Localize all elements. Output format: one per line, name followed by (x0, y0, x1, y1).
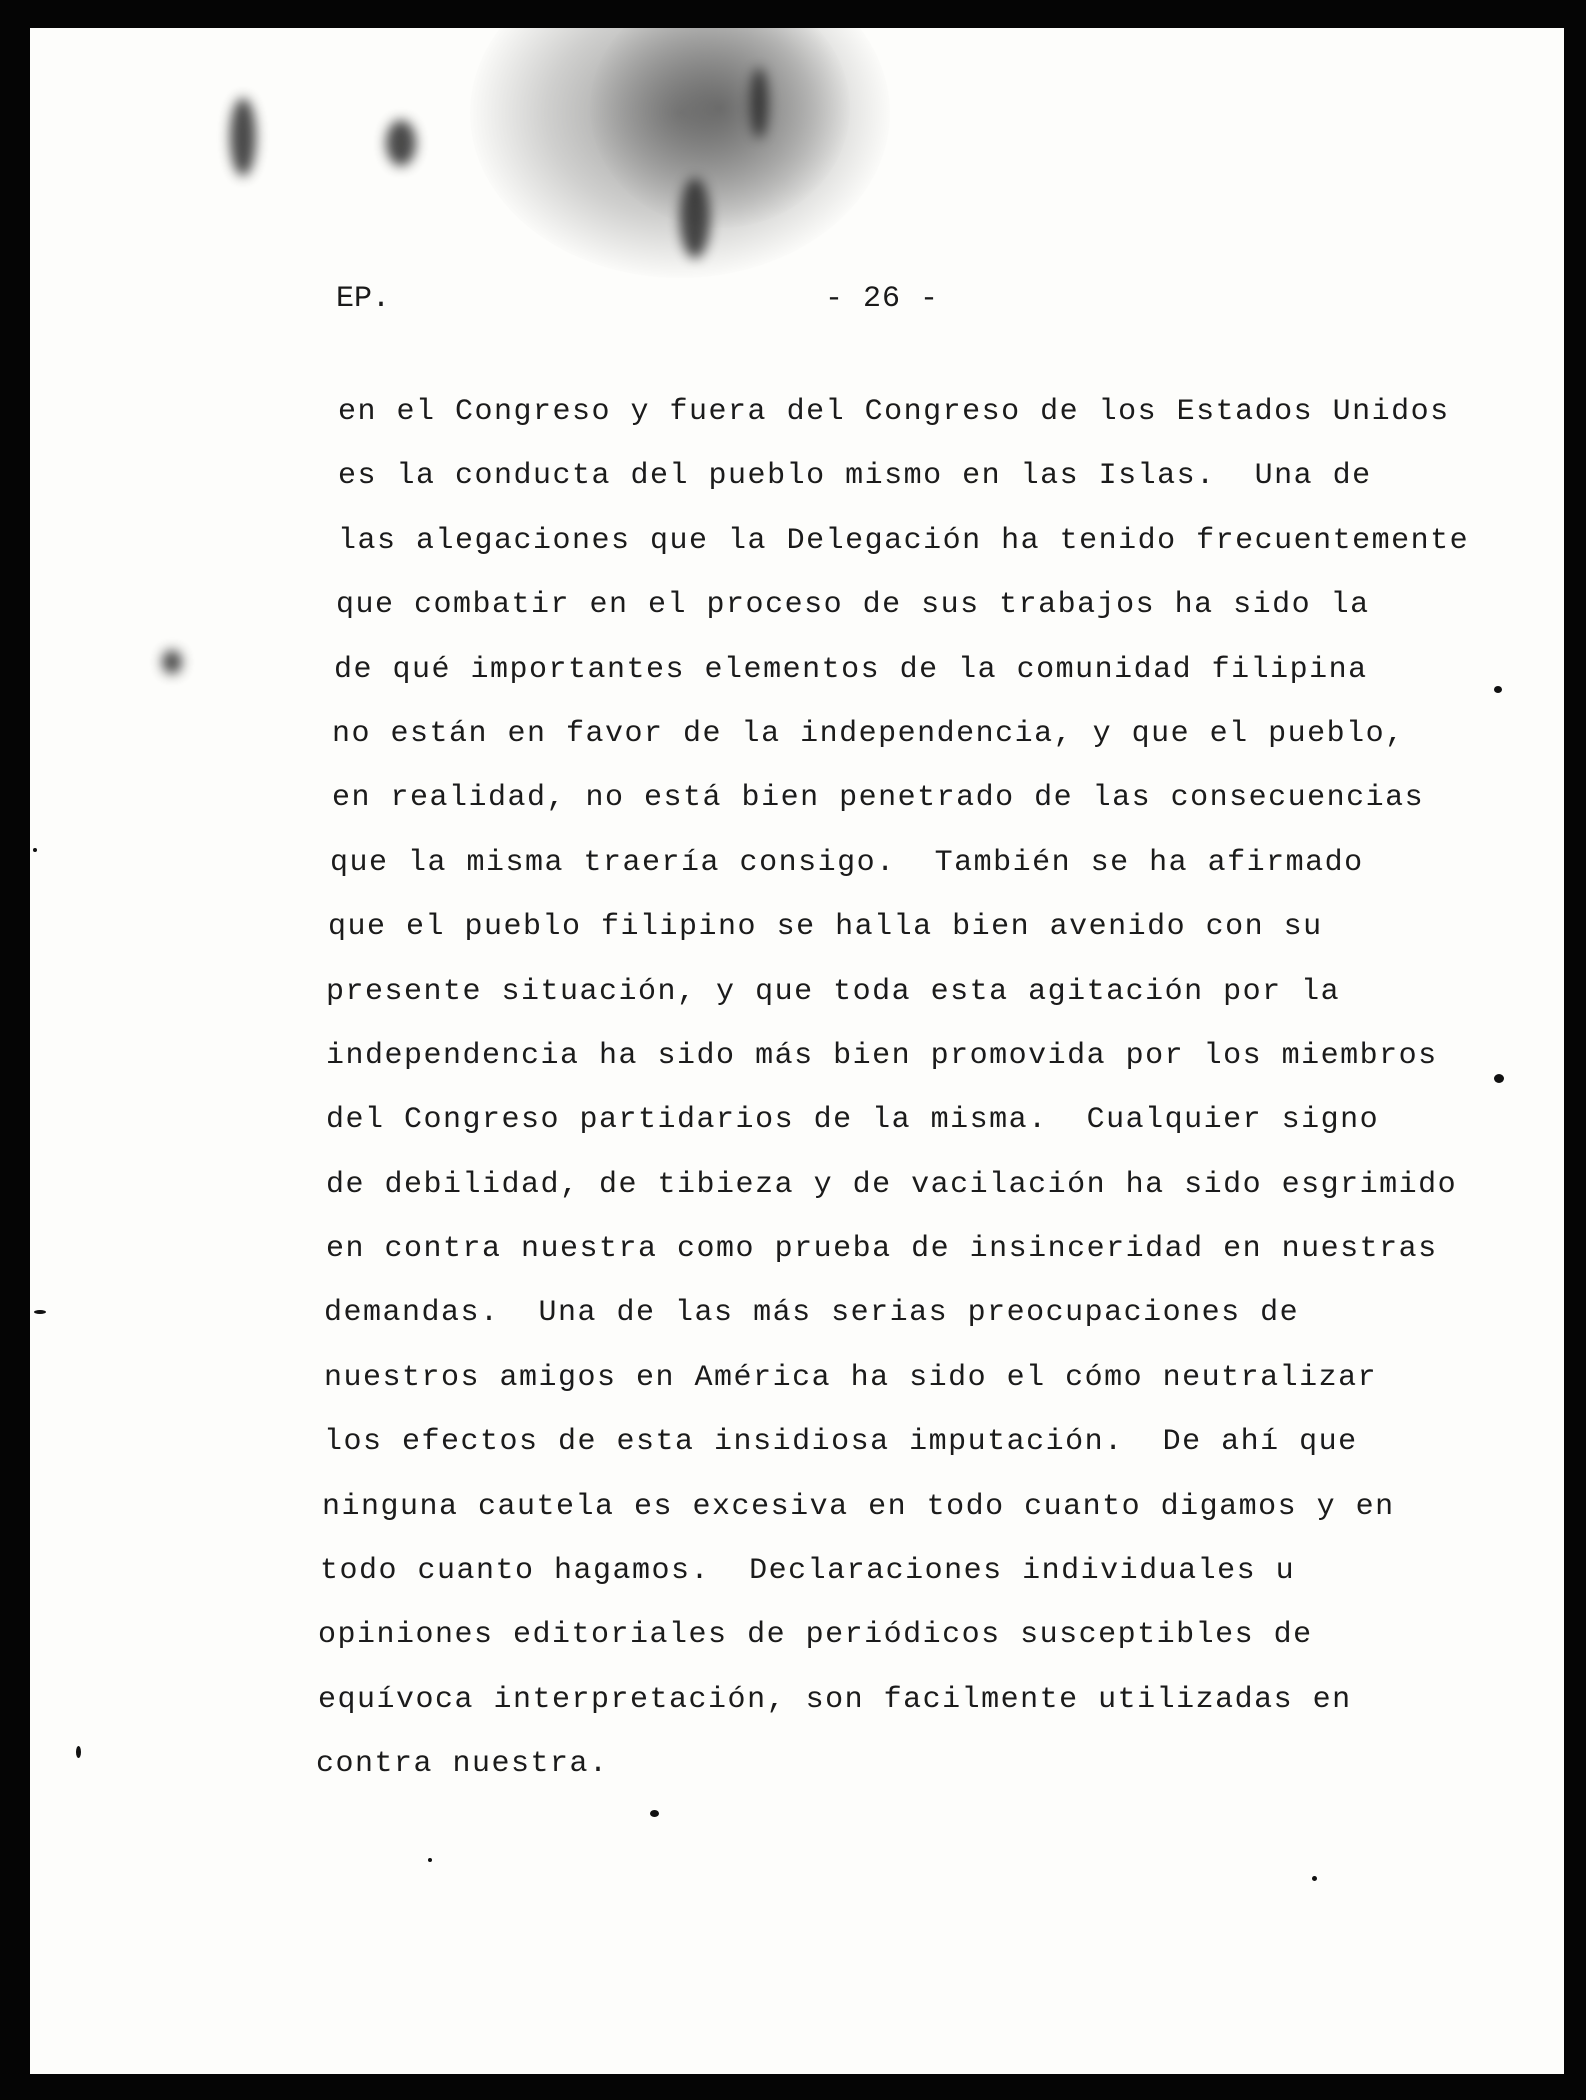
document-page (30, 28, 1564, 2074)
ink-speck (34, 1310, 46, 1314)
ink-speck (76, 1746, 81, 1758)
text-line: que la misma traería consigo. También se ha afirmado (330, 845, 1364, 880)
text-line: nuestros amigos en América ha sido el cómo neutralizar (324, 1360, 1378, 1395)
ink-blot (386, 120, 416, 166)
ink-blot (750, 68, 768, 138)
text-line: de qué importantes elementos de la comunidad filipina (334, 652, 1368, 687)
text-line: contra nuestra. (316, 1747, 609, 1782)
text-line: que el pueblo filipino se halla bien avenido con su (328, 910, 1323, 945)
text-line: es la conducta del pueblo mismo en las Islas. Una de (338, 459, 1372, 494)
ink-speck (428, 1858, 432, 1862)
header-mark: EP. (336, 282, 391, 316)
ink-speck (33, 848, 37, 852)
text-line: que combatir en el proceso de sus trabajos ha sido la (336, 588, 1370, 623)
page-number: - 26 - (825, 282, 940, 316)
text-line: opiniones editoriales de periódicos susceptibles de (318, 1618, 1313, 1653)
text-line: demandas. Una de las más serias preocupaciones de (324, 1296, 1300, 1331)
body-text (316, 392, 1510, 1809)
text-line: del Congreso partidarios de la misma. Cualquier signo (326, 1103, 1380, 1138)
text-line: en el Congreso y fuera del Congreso de los Estados Unidos (338, 395, 1450, 429)
text-line: en contra nuestra como prueba de insinceridad en nuestras (326, 1232, 1438, 1267)
text-line: en realidad, no está bien penetrado de las consecuencias (332, 781, 1425, 816)
text-line: todo cuanto hagamos. Declaraciones individuales u (320, 1554, 1296, 1589)
page-header (30, 282, 1564, 322)
text-line: independencia ha sido más bien promovida por los miembros (326, 1038, 1438, 1073)
ink-blot (680, 178, 710, 258)
ink-speck (650, 1810, 659, 1817)
ink-speck (1312, 1876, 1317, 1881)
text-line: ninguna cautela es excesiva en todo cuanto digamos y en (322, 1489, 1395, 1524)
text-line: los efectos de esta insidiosa imputación. De ahí que (324, 1425, 1358, 1460)
text-line: las alegaciones que la Delegación ha tenido frecuentemente (338, 523, 1470, 558)
text-line: de debilidad, de tibieza y de vacilación ha sido esgrimido (326, 1167, 1458, 1202)
ink-blot (230, 98, 256, 176)
text-line: no están en favor de la independencia, y que el pueblo, (332, 716, 1405, 751)
text-line: equívoca interpretación, son facilmente utilizadas en (318, 1682, 1352, 1717)
text-line: presente situación, y que toda esta agitación por la (326, 974, 1341, 1009)
ink-blot (162, 650, 182, 674)
